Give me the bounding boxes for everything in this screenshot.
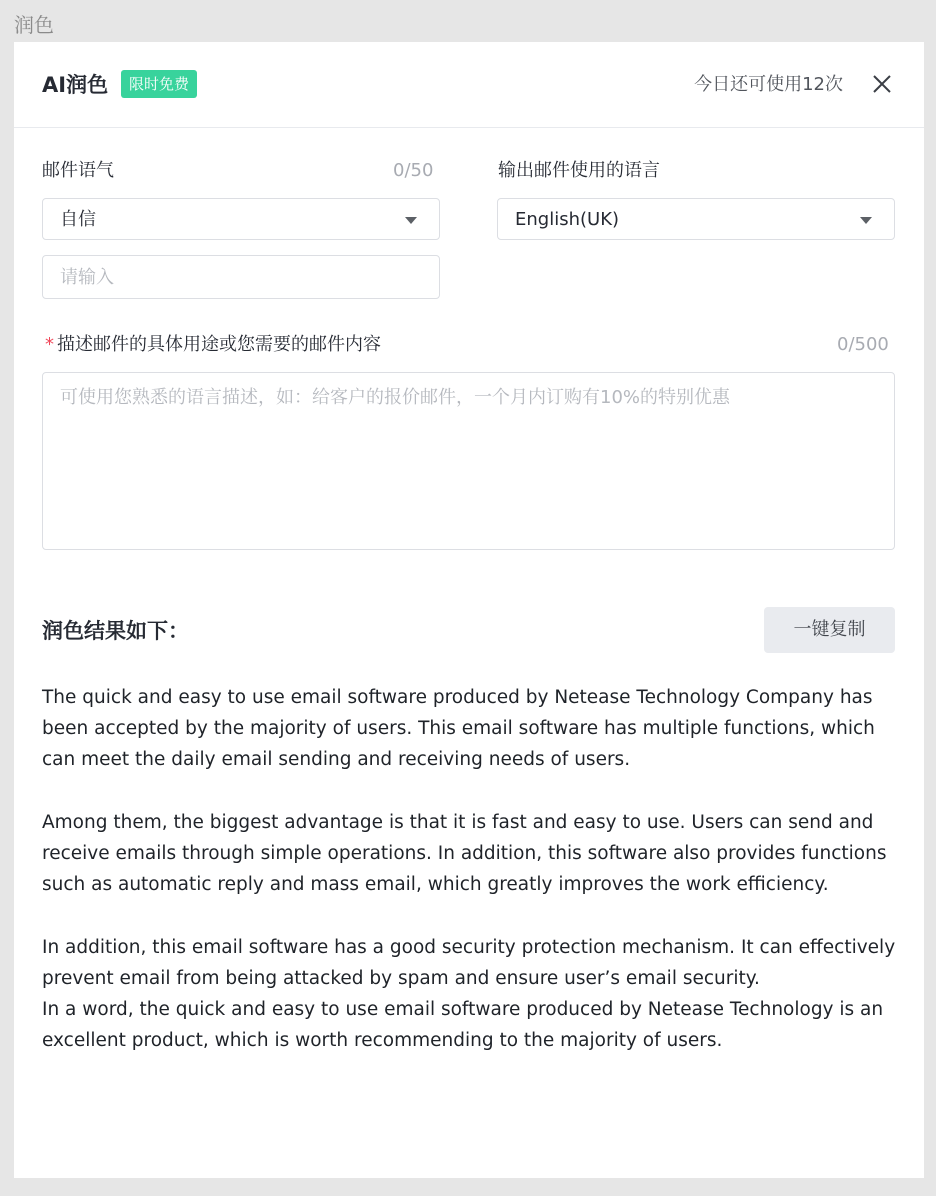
result-title: 润色结果如下： xyxy=(42,619,189,643)
language-select-value: English(UK) xyxy=(515,209,620,230)
result-paragraph: In addition, this email software has a good security protection mechanism. It can effectively prevent email from being attacked by spam and ensure user’s email security. xyxy=(42,936,896,989)
outer-title: 润色 xyxy=(14,13,54,37)
result-text xyxy=(42,682,902,1056)
free-badge: 限时免费 xyxy=(121,70,197,98)
usage-remaining: 今日还可使用12次 xyxy=(694,74,843,95)
tone-counter: 0/50 xyxy=(393,160,434,181)
required-mark: * xyxy=(45,334,54,355)
tone-select[interactable] xyxy=(42,198,440,240)
chevron-down-icon xyxy=(405,217,417,224)
language-select[interactable] xyxy=(497,198,895,240)
tone-custom-input[interactable] xyxy=(42,255,440,299)
language-label: 输出邮件使用的语言 xyxy=(498,160,660,181)
description-label-row xyxy=(45,332,381,358)
chevron-down-icon xyxy=(860,217,872,224)
result-paragraph: In a word, the quick and easy to use email software produced by Netease Technology is an excellent product, which is worth recommending to the majority of users. xyxy=(42,999,884,1052)
close-icon xyxy=(870,72,894,96)
description-label: 描述邮件的具体用途或您需要的邮件内容 xyxy=(57,334,381,355)
paragraph-gap xyxy=(42,776,902,807)
dialog-header xyxy=(14,42,924,128)
result-paragraph: The quick and easy to use email software produced by Netease Technology Company has been accepted by the majority of users. This email software has multiple functions, which can meet the daily email sending and receiving needs of users. xyxy=(42,687,875,771)
description-counter: 0/500 xyxy=(837,334,889,355)
copy-all-button[interactable]: 一键复制 xyxy=(764,607,895,653)
close-button[interactable] xyxy=(870,72,894,96)
tone-select-value: 自信 xyxy=(60,209,96,230)
result-paragraph: Among them, the biggest advantage is that it is fast and easy to use. Users can send and receive emails through simple operations. In addition, this software also provides functions such as automatic reply and mass email, which greatly improves the work efficiency. xyxy=(42,811,887,896)
description-textarea[interactable] xyxy=(42,372,895,550)
ai-polish-dialog xyxy=(14,42,924,1178)
dialog-title: AI润色 xyxy=(42,73,109,97)
paragraph-gap xyxy=(42,900,902,931)
tone-label: 邮件语气 xyxy=(42,160,114,181)
